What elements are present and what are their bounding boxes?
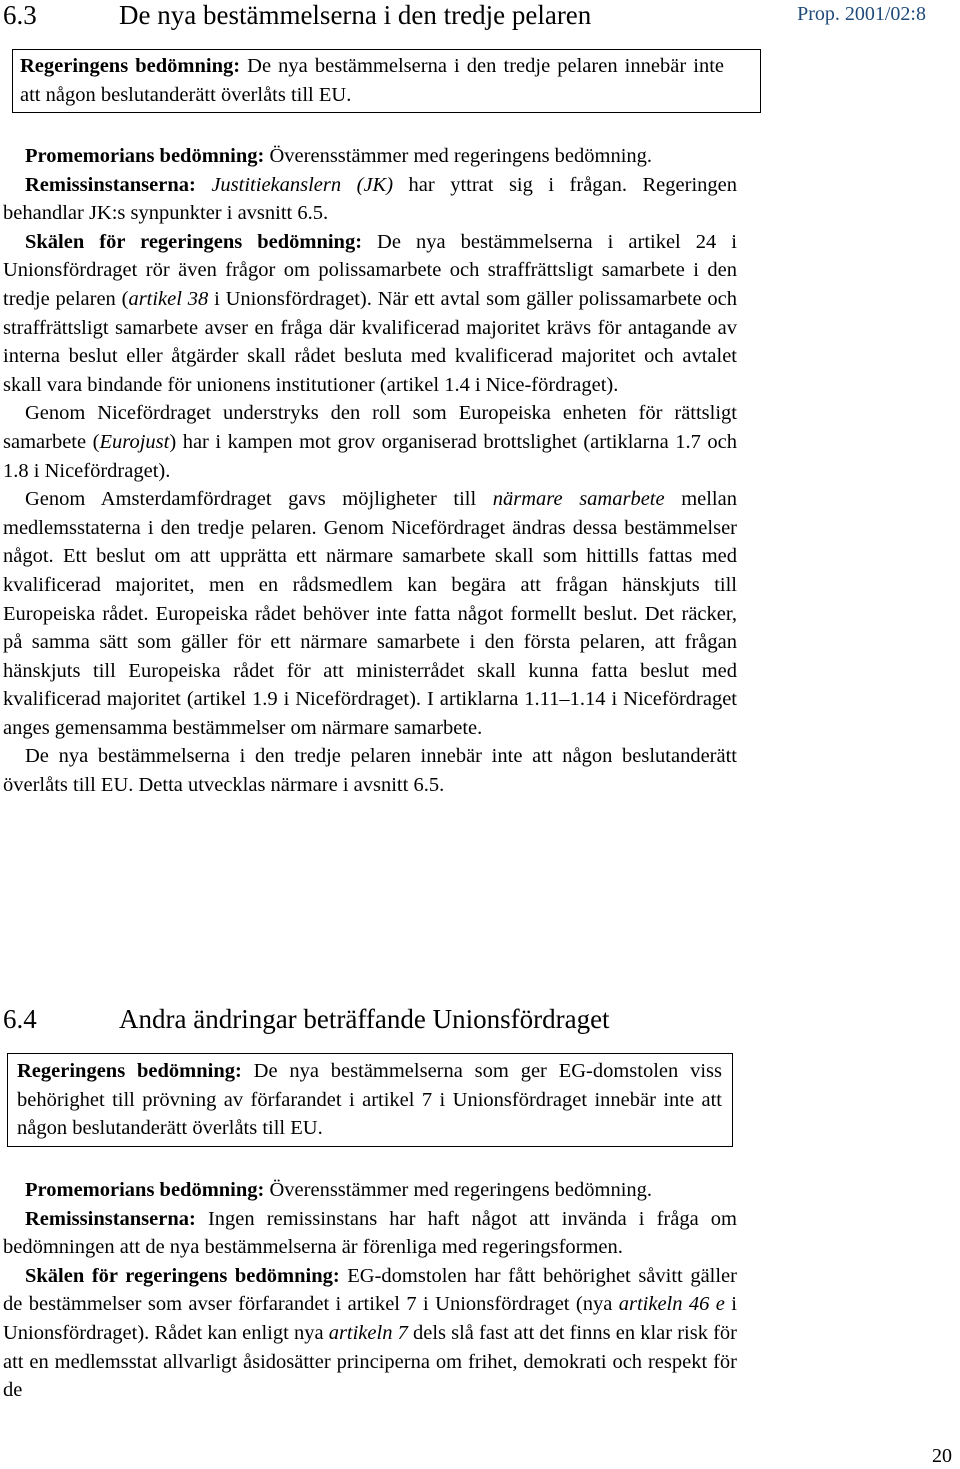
eurojust-paragraph: Genom Nicefördraget understryks den roll som Europeiska enheten för rättsligt samarbete (Eurojust) har i kampen mot grov organiserad brottslighet (artiklarna 1.7 och 1.8 i Nicefördraget). xyxy=(3,402,738,482)
section-title: De nya bestämmelserna i den tredje pelaren xyxy=(119,0,592,30)
page-number: 20 xyxy=(932,1445,952,1467)
prop-reference: Prop. 2001/02:8 xyxy=(797,3,926,25)
section-number: 6.4 xyxy=(3,1004,37,1034)
government-assessment-text: Regeringens bedömning: De nya bestämmelserna i den tredje pelaren innebär inte att någon beslutanderätt överlåts till EU. xyxy=(20,55,724,106)
memo-assessment: Promemorians bedömning: Överensstämmer med regeringens bedömning. xyxy=(25,145,653,167)
referral-bodies: Remissinstanserna: Ingen remissinstans har haft något att invända i fråga om bedömningen att de nya bestämmelserna är förenliga med regeringsformen. xyxy=(3,1207,737,1259)
government-assessment-text: Regeringens bedömning: De nya bestämmelserna som ger EG-domstolen viss behörighet till prövning av förfarandet i artikel 7 i Unionsfördraget innebär inte att någon beslutanderätt överlåts till EU. xyxy=(17,1060,722,1140)
section-6-3-body xyxy=(3,142,737,800)
closer-cooperation-paragraph: Genom Amsterdamfördraget gavs möjligheter till närmare samarbete mellan medlemsstaterna i den tredje pelaren. Genom Nicefördraget ändras dessa bestämmelser något. Ett beslut om att upprätta ett närmare samarbete skall som hittills fattas med kvalificerad majoritet, men en rådsmedlem kan begära att frågan hänskjuts till Europeiska rådet. Europeiska rådet behöver inte fatta något formellt beslut. Det räcker, på samma sätt som gäller för ett närmare samarbete i den första pelaren, att frågan hänskjuts till Europeiska rådet för att ministerrådet skall kunna fatta beslut med kvalificerad majoritet (artikel 1.9 i Nicefördraget). I artiklarna 1.11–1.14 i Nicefördraget anges gemensamma bestämmelser om närmare samarbete. xyxy=(3,488,737,739)
memo-assessment: Promemorians bedömning: Överensstämmer med regeringens bedömning. xyxy=(25,1179,653,1201)
conclusion-paragraph: De nya bestämmelserna i den tredje pelaren innebär inte att någon beslutanderätt överlåts till EU. Detta utvecklas närmare i avsnitt 6.5. xyxy=(3,745,737,797)
section-number: 6.3 xyxy=(3,0,37,30)
referral-bodies: Remissinstanserna: Justitiekanslern (JK) har yttrat sig i frågan. Regeringen behandlar JK:s synpunkter i avsnitt 6.5. xyxy=(3,173,738,225)
section-title: Andra ändringar beträffande Unionsfördraget xyxy=(119,1004,610,1034)
section-6-4-body xyxy=(3,1176,737,1405)
reasons-paragraph: Skälen för regeringens bedömning: De nya bestämmelserna i artikel 24 i Unionsfördraget rör även frågor om polissamarbete och straffrättsligt samarbete i den tredje pelaren (artikel 38 i Unionsfördraget). När ett avtal som gäller polissamarbete och straffrättsligt samarbete avser en fråga där kvalificerad majoritet krävs för antagande av interna beslut eller åtgärder skall rådet besluta med kvalificerad majoritet och avtalet skall vara bindande för unionens institutioner (artikel 1.4 i Nice-fördraget). xyxy=(3,230,737,396)
reasons-paragraph: Skälen för regeringens bedömning: EG-domstolen har fått behörighet såvitt gäller de bestämmelser som avser förfarandet i artikel 7 i Unionsfördraget (nya artikeln 46 e i Unionsfördraget). Rådet kan enligt nya artikeln 7 dels slå fast att det finns en klar risk för att en medlemsstat allvarligt åsidosätter principerna om frihet, demokrati och respekt för de xyxy=(3,1264,738,1402)
